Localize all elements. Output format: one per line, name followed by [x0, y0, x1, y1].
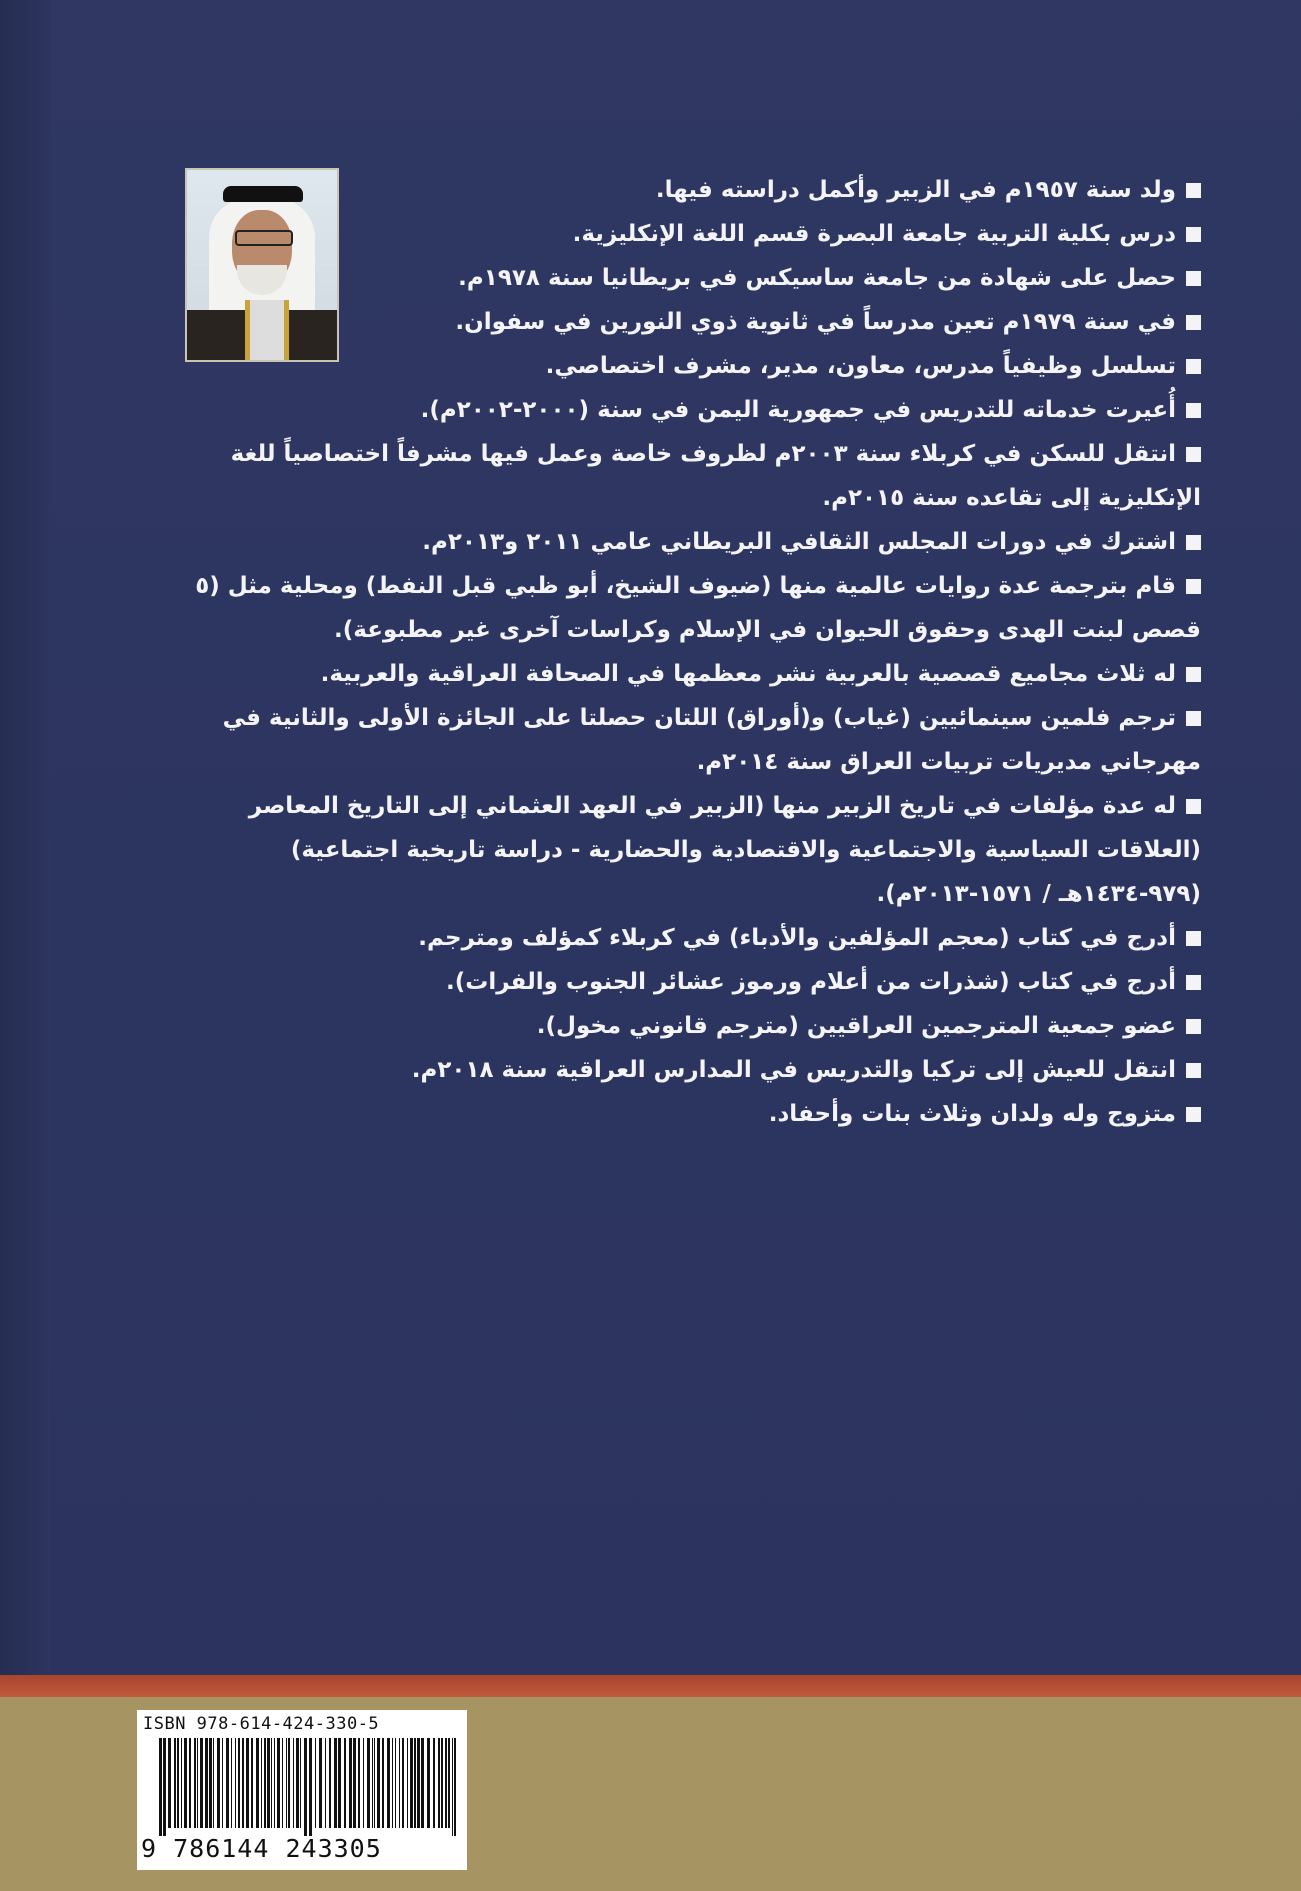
barcode-bar	[217, 1738, 220, 1828]
barcode-bar	[454, 1738, 456, 1836]
barcode-bar	[174, 1738, 176, 1828]
barcode-bar	[205, 1738, 208, 1828]
barcode-bar	[309, 1738, 312, 1836]
barcode-bar	[414, 1738, 416, 1828]
barcode-bar	[226, 1738, 229, 1828]
barcode-bar	[399, 1738, 400, 1828]
bio-text: تسلسل وظيفياً مدرس، معاون، مدير، مشرف اختصاصي.	[545, 353, 1176, 379]
barcode-bar	[402, 1738, 404, 1828]
barcode-bar	[194, 1738, 196, 1828]
red-stripe	[0, 1675, 1301, 1697]
bullet-square-icon	[1186, 579, 1201, 594]
bullet-square-icon	[1186, 183, 1201, 198]
barcode-bar	[338, 1738, 341, 1828]
bullet-square-icon	[1186, 447, 1201, 462]
barcode-bar	[251, 1738, 253, 1828]
barcode-bar	[395, 1738, 396, 1828]
barcode-bar	[452, 1738, 453, 1836]
barcode-bar	[213, 1738, 214, 1828]
barcode-bar	[231, 1738, 232, 1828]
barcode-bar	[222, 1738, 223, 1828]
barcode-bar	[296, 1738, 299, 1828]
bio-text: اشترك في دورات المجلس الثقافي البريطاني عامي ٢٠١١ و٢٠١٣م.	[422, 529, 1176, 555]
barcode-bar	[329, 1738, 331, 1828]
barcode-bar	[315, 1738, 316, 1828]
barcode-bar	[242, 1738, 244, 1828]
bio-item	[145, 1048, 1201, 1092]
bullet-square-icon	[1186, 403, 1201, 418]
barcode-bar	[445, 1738, 447, 1828]
bullet-square-icon	[1186, 271, 1201, 286]
barcode-bar	[288, 1738, 290, 1828]
bio-text: ترجم فلمين سينمائيين (غياب) و(أوراق) اللتان حصلتا على الجائزة الأولى والثانية في مهرجاني مديريات تربيات العراق سنة ٢٠١٤م.	[222, 705, 1201, 775]
barcode-bar	[417, 1738, 420, 1828]
barcode-bar	[264, 1738, 266, 1828]
bio-item	[145, 960, 1201, 1004]
barcode-bar	[377, 1738, 380, 1828]
author-bio	[145, 168, 1201, 1136]
bio-item	[145, 696, 1201, 784]
barcode-bar	[181, 1738, 182, 1828]
bio-text: ولد سنة ١٩٥٧م في الزبير وأكمل دراسته فيها.	[655, 177, 1176, 203]
barcode-bar	[184, 1738, 187, 1828]
barcode-bar	[267, 1738, 270, 1828]
barcode-bar	[238, 1738, 240, 1828]
isbn-label: ISBN 978-614-424-330-5	[143, 1714, 380, 1734]
barcode-bars	[159, 1738, 459, 1836]
barcode-bar	[159, 1738, 162, 1836]
barcode-bar	[246, 1738, 249, 1828]
barcode-bar	[163, 1738, 166, 1836]
bullet-square-icon	[1186, 799, 1201, 814]
bio-text: له ثلاث مجاميع قصصية بالعربية نشر معظمها في الصحافة العراقية والعربية.	[320, 661, 1176, 687]
barcode-bar	[433, 1738, 435, 1828]
barcode-digits: 9 786144 243305	[141, 1834, 382, 1863]
bullet-square-icon	[1186, 1019, 1201, 1034]
barcode-bar	[256, 1738, 259, 1828]
bio-text: متزوج وله ولدان وثلاث بنات وأحفاد.	[768, 1101, 1176, 1127]
barcode-bar	[334, 1738, 337, 1828]
bio-item	[145, 652, 1201, 696]
bullet-square-icon	[1186, 227, 1201, 242]
bullet-square-icon	[1186, 931, 1201, 946]
barcode-bar	[427, 1738, 430, 1828]
bio-text: عضو جمعية المترجمين العراقيين (مترجم قانوني مخول).	[536, 1013, 1176, 1039]
bullet-square-icon	[1186, 315, 1201, 330]
barcode-bar	[374, 1738, 375, 1828]
barcode-bar	[358, 1738, 360, 1828]
barcode-bar	[300, 1738, 301, 1828]
bullet-square-icon	[1186, 975, 1201, 990]
bio-text: حصل على شهادة من جامعة ساسيكس في بريطانيا سنة ١٩٧٨م.	[458, 265, 1176, 291]
bio-text: انتقل للعيش إلى تركيا والتدريس في المدارس العراقية سنة ٢٠١٨م.	[411, 1057, 1176, 1083]
barcode-bar	[293, 1738, 294, 1828]
spine-edge	[0, 0, 50, 1675]
barcode-bar	[448, 1738, 450, 1828]
barcode-bar	[319, 1738, 322, 1828]
bullet-square-icon	[1186, 535, 1201, 550]
bio-item	[145, 1004, 1201, 1048]
barcode-bar	[407, 1738, 408, 1828]
bio-item	[145, 784, 1201, 916]
bio-text: أدرج في كتاب (شذرات من أعلام ورموز عشائر الجنوب والفرات).	[446, 969, 1176, 995]
bio-text: انتقل للسكن في كربلاء سنة ٢٠٠٣م لظروف خاصة وعمل فيها مشرفاً اختصاصياً للغة الإنكليزية إلى تقاعده سنة ٢٠١٥م.	[230, 441, 1201, 511]
barcode-bar	[200, 1738, 203, 1828]
bio-text: درس بكلية التربية جامعة البصرة قسم اللغة الإنكليزية.	[572, 221, 1176, 247]
bio-text: له عدة مؤلفات في تاريخ الزبير منها (الزبير في العهد العثماني إلى التاريخ المعاصر (العلاقات السياسية والاجتماعية والاقتصادية والحضارية - دراسة تاريخية اجتماعية) (٩٧٩-١٤٣٤هـ / ١٥٧١-٢٠١٣م).	[248, 793, 1201, 907]
barcode-bar	[261, 1738, 262, 1828]
barcode-bar	[367, 1738, 370, 1828]
barcode-bar	[353, 1738, 356, 1828]
barcode-bar	[235, 1738, 236, 1828]
barcode-bar	[197, 1738, 198, 1828]
barcode-bar	[177, 1738, 179, 1828]
barcode-bar	[304, 1738, 307, 1836]
bio-item	[145, 388, 1201, 432]
barcode-bar	[282, 1738, 283, 1828]
barcode-bar	[410, 1738, 413, 1828]
bio-item	[145, 564, 1201, 652]
bio-item	[145, 1092, 1201, 1136]
barcode-bar	[344, 1738, 346, 1828]
barcode-bar	[382, 1738, 384, 1828]
bio-text: أدرج في كتاب (معجم المؤلفين والأدباء) في كربلاء كمؤلف ومترجم.	[418, 925, 1176, 951]
bullet-square-icon	[1186, 667, 1201, 682]
bio-text: أُعيرت خدماته للتدريس في جمهورية اليمن في سنة (٢٠٠٠-٢٠٠٢م).	[420, 397, 1176, 423]
barcode-bar	[325, 1738, 326, 1828]
bio-text: قام بترجمة عدة روايات عالمية منها (ضيوف الشيخ، أبو ظبي قبل النفط) ومحلية مثل (٥ قصص لبنت الهدى وحقوق الحيوان في الإسلام وكراسات آخرى غير مطبوعة).	[195, 573, 1201, 643]
barcode-bar	[441, 1738, 443, 1828]
barcode-bar	[274, 1738, 275, 1828]
barcode-bar	[168, 1738, 171, 1828]
author-photo	[185, 168, 339, 362]
barcode-bar	[363, 1738, 364, 1828]
barcode-bar	[277, 1738, 280, 1828]
bio-text: في سنة ١٩٧٩م تعين مدرساً في ثانوية ذوي النورين في سفوان.	[455, 309, 1176, 335]
barcode-bar	[438, 1738, 440, 1828]
bio-item	[145, 432, 1201, 520]
bio-item	[145, 916, 1201, 960]
isbn-barcode	[137, 1710, 467, 1870]
barcode-bar	[286, 1738, 287, 1828]
bio-item	[145, 520, 1201, 564]
barcode-bar	[209, 1738, 212, 1828]
bullet-square-icon	[1186, 1107, 1201, 1122]
barcode-bar	[387, 1738, 390, 1828]
bullet-square-icon	[1186, 359, 1201, 374]
bullet-square-icon	[1186, 1063, 1201, 1078]
barcode-bar	[271, 1738, 272, 1828]
barcode-bar	[349, 1738, 352, 1828]
barcode-bar	[372, 1738, 373, 1828]
barcode-bar	[421, 1738, 424, 1828]
barcode-bar	[392, 1738, 393, 1828]
bullet-square-icon	[1186, 711, 1201, 726]
barcode-bar	[189, 1738, 191, 1828]
